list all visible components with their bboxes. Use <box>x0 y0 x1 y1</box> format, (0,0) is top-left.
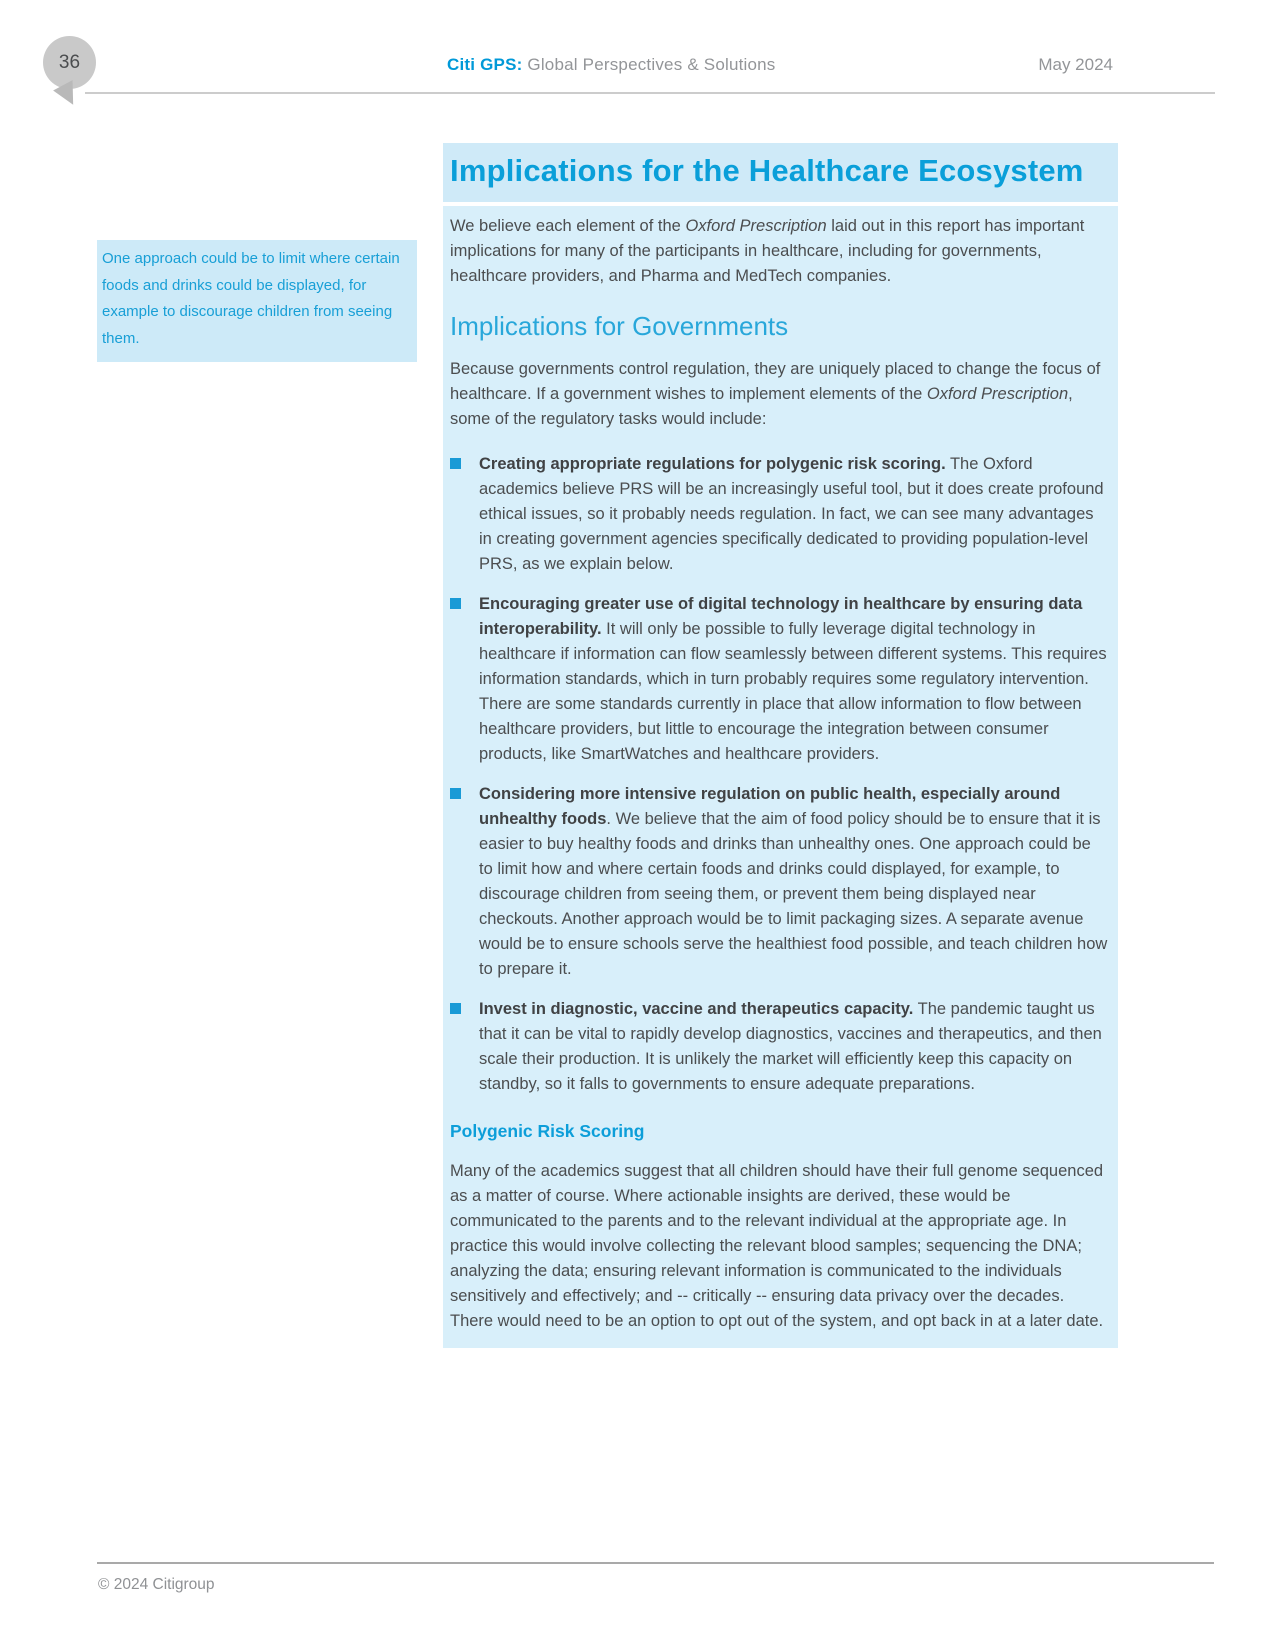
bullet-square-icon <box>450 788 461 799</box>
bullet-item-digital-technology <box>450 592 1108 767</box>
footer-copyright: © 2024 Citigroup <box>98 1576 215 1593</box>
main-column <box>443 143 1118 1348</box>
header-divider <box>85 92 1215 94</box>
bullet-text <box>479 782 1108 982</box>
header-date: May 2024 <box>1038 55 1113 74</box>
governments-lead-post: , some of the regulatory tasks would include: <box>450 385 1073 428</box>
content-block <box>443 206 1118 1348</box>
margin-note-text: One approach could be to limit where certain foods and drinks could be displayed, for example to discourage children from seeing them. <box>102 250 400 347</box>
intro-paragraph <box>450 214 1108 289</box>
intro-italic: Oxford Prescription <box>685 217 827 235</box>
bullet-square-icon <box>450 1003 461 1014</box>
bullet-text <box>479 452 1108 577</box>
bullet-square-icon <box>450 458 461 469</box>
page-title: Implications for the Healthcare Ecosystem <box>450 153 1084 188</box>
margin-note <box>97 240 417 362</box>
bullet-item-capacity-investment <box>450 997 1108 1097</box>
governments-lead-pre: Because governments control regulation, they are uniquely placed to change the focus of healthcare. If a government wishes to implement elements of the <box>450 360 1101 403</box>
bullet-item-prs-regulation <box>450 452 1108 577</box>
bullet-text <box>479 592 1108 767</box>
header-brand-suffix: Global Perspectives & Solutions <box>522 55 776 74</box>
bullet-lead: Considering more intensive regulation on public health, especially around unhealthy foods <box>479 785 1061 828</box>
governments-lead-italic: Oxford Prescription <box>926 385 1069 403</box>
governments-lead-paragraph <box>450 357 1108 432</box>
page-number: 36 <box>58 51 81 73</box>
bullet-item-public-health-regulation <box>450 782 1108 982</box>
header-brand: Citi GPS: <box>447 55 523 74</box>
bullet-body: The pandemic taught us that it can be vital to rapidly develop diagnostics, vaccines and therapeutics, and then scale their production. It is unlikely the market will efficiently keep this capacity on standby, so it falls to governments to ensure adequate preparations. <box>479 1000 1102 1093</box>
governments-bullet-list <box>450 452 1108 1097</box>
intro-pre: We believe each element of the <box>450 217 686 235</box>
intro-post: laid out in this report has important implications for many of the participants in healthcare, including for governments, healthcare providers, and Pharma and MedTech companies. <box>450 217 1085 285</box>
prs-heading: Polygenic Risk Scoring <box>450 1121 645 1141</box>
bullet-lead: Encouraging greater use of digital technology in healthcare by ensuring data interoperability. <box>479 595 1083 638</box>
bullet-body: The Oxford academics believe PRS will be an increasingly useful tool, but it does create profound ethical issues, so it probably needs regulation. In fact, we can see many advantages in creating government agencies specifically dedicated to providing population-level PRS, as we explain below. <box>479 455 1104 573</box>
bullet-square-icon <box>450 598 461 609</box>
governments-heading: Implications for Governments <box>450 311 789 341</box>
bullet-lead: Invest in diagnostic, vaccine and therapeutics capacity. <box>479 1000 914 1018</box>
prs-paragraph: Many of the academics suggest that all children should have their full genome sequenced as a matter of course. Where actionable insights are derived, these would be communicated to the parents and to the relevant individual at the appropriate age. In practice this would involve collecting the relevant blood samples; sequencing the DNA; analyzing the data; ensuring relevant information is communicated to the individuals sensitively and effectively; and -- critically -- ensuring data privacy over the decades. There would need to be an option to opt out of the system, and opt back in at a later date. <box>450 1162 1104 1330</box>
bullet-lead: Creating appropriate regulations for polygenic risk scoring. <box>479 455 946 473</box>
bullet-body: . We believe that the aim of food policy should be to ensure that it is easier to buy healthy foods and drinks than unhealthy ones. One approach could be to limit how and where certain foods and drinks could displayed, for example, to discourage children from seeing them, or prevent them being displayed near checkouts. Another approach would be to limit packaging sizes. A separate avenue would be to ensure schools serve the healthiest food possible, and teach children how to prepare it. <box>479 810 1108 978</box>
bullet-body: It will only be possible to fully leverage digital technology in healthcare if information can flow seamlessly between different systems. This requires information standards, which in turn probably requires some regulatory intervention. There are some standards currently in place that allow information to flow between healthcare providers, but little to encourage the integration between consumer products, like SmartWatches and healthcare providers. <box>479 620 1107 763</box>
footer-divider <box>97 1562 1214 1564</box>
title-block <box>443 143 1118 202</box>
header-title <box>447 55 776 75</box>
bullet-text <box>479 997 1108 1097</box>
